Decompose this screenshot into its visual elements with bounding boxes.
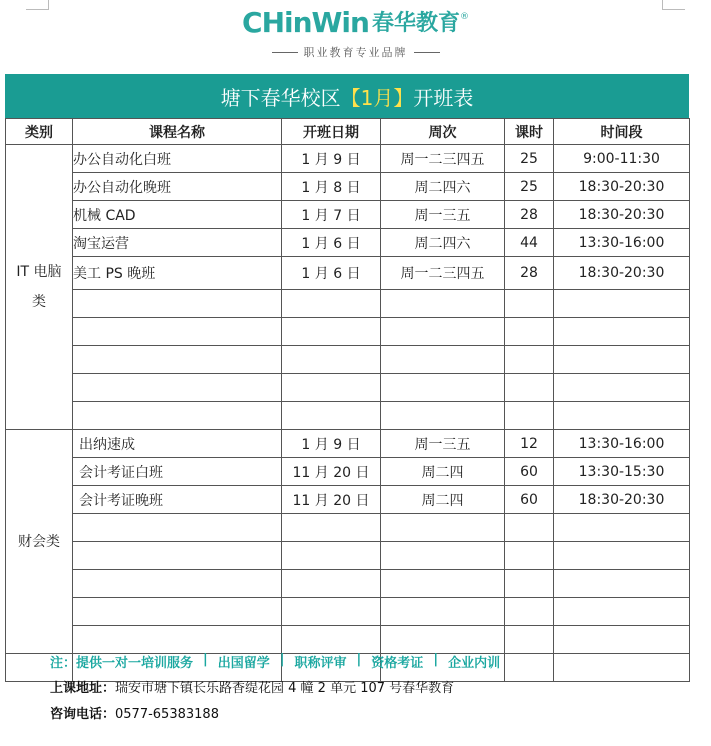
course-hours: 25 [505, 145, 554, 173]
blank-row [6, 570, 690, 598]
brand-logo-cn: 春华教育 [371, 11, 460, 36]
course-name: 机械 CAD [73, 201, 282, 229]
course-week: 周一二三四五 [381, 257, 505, 290]
course-name: 会计考证白班 [73, 458, 282, 486]
schedule-sheet [5, 74, 689, 682]
service-item: 职称评审 [294, 656, 347, 671]
header-start-date: 开班日期 [282, 119, 381, 145]
course-hours: 60 [505, 458, 554, 486]
brand-tagline [0, 44, 711, 60]
header-weekdays: 周次 [381, 119, 505, 145]
tagline-text: 职业教育专业品牌 [303, 46, 408, 59]
course-week: 周一三五 [381, 201, 505, 229]
table-row [6, 229, 690, 257]
course-name: 出纳速成 [73, 430, 282, 458]
blank-row [6, 514, 690, 542]
service-separator: | [433, 652, 439, 667]
course-time: 18:30-20:30 [554, 486, 690, 514]
table-row [6, 486, 690, 514]
course-date: 1 月 9 日 [282, 145, 381, 173]
course-hours: 28 [505, 257, 554, 290]
address-line [50, 676, 500, 702]
services-line [50, 652, 500, 676]
service-separator: | [203, 652, 208, 667]
course-date: 1 月 7 日 [282, 201, 381, 229]
course-date: 11 月 20 日 [282, 458, 381, 486]
service-separator: | [279, 652, 285, 667]
service-separator: | [356, 652, 362, 667]
blank-row [6, 346, 690, 374]
registered-mark: ® [459, 12, 469, 22]
blank-row [6, 626, 690, 654]
course-date: 1 月 9 日 [282, 430, 381, 458]
course-week: 周二四 [381, 458, 505, 486]
course-hours: 44 [505, 229, 554, 257]
footer [50, 652, 500, 728]
course-hours: 28 [505, 201, 554, 229]
service-item: 出国留学 [217, 656, 270, 671]
course-time: 18:30-20:30 [554, 173, 690, 201]
blank-row [6, 542, 690, 570]
course-hours: 25 [505, 173, 554, 201]
course-name: 办公自动化晚班 [73, 173, 282, 201]
course-time: 13:30-16:00 [554, 430, 690, 458]
phone-line [50, 702, 500, 728]
course-week: 周二四六 [381, 173, 505, 201]
course-name: 淘宝运营 [73, 229, 282, 257]
title-suffix: 开班表 [413, 85, 474, 110]
blank-row [6, 290, 690, 318]
category-it [6, 145, 73, 430]
table-row [6, 458, 690, 486]
table-row [6, 145, 690, 173]
course-date: 11 月 20 日 [282, 486, 381, 514]
brand-logo-en: CHinWin [242, 6, 369, 39]
schedule-table [5, 118, 690, 682]
table-row [6, 257, 690, 290]
header-time: 时间段 [554, 119, 690, 145]
service-item: 企业内训 [448, 656, 501, 671]
course-time: 9:00-11:30 [554, 145, 690, 173]
phone-label: 咨询电话： [50, 707, 116, 722]
course-name: 美工 PS 晚班 [73, 257, 282, 290]
course-time: 13:30-15:30 [554, 458, 690, 486]
table-row [6, 430, 690, 458]
category-finance-label: 财会类 [18, 533, 60, 550]
course-week: 周一三五 [381, 430, 505, 458]
header-category: 类别 [6, 119, 73, 145]
address-value: 瑞安市塘下镇长乐路香缇花园 4 幢 2 单元 107 号春华教育 [115, 681, 455, 696]
service-item: 资格考证 [371, 656, 424, 671]
service-item: 注：提供一对一培训服务 [50, 656, 194, 671]
category-finance [6, 430, 73, 654]
blank-row [6, 318, 690, 346]
course-date: 1 月 6 日 [282, 257, 381, 290]
table-header-row [6, 119, 690, 145]
blank-row [6, 598, 690, 626]
table-row [6, 173, 690, 201]
course-time: 18:30-20:30 [554, 201, 690, 229]
table-row [6, 201, 690, 229]
blank-row [6, 402, 690, 430]
header-hours: 课时 [505, 119, 554, 145]
course-hours: 60 [505, 486, 554, 514]
tagline-rule-right [414, 52, 440, 53]
course-date: 1 月 8 日 [282, 173, 381, 201]
course-time: 18:30-20:30 [554, 257, 690, 290]
blank-row [6, 374, 690, 402]
brand-logo [0, 6, 711, 60]
course-week: 周一二三四五 [381, 145, 505, 173]
phone-value: 0577-65383188 [115, 707, 219, 722]
schedule-title [5, 74, 689, 118]
course-time: 13:30-16:00 [554, 229, 690, 257]
course-week: 周二四六 [381, 229, 505, 257]
header-course: 课程名称 [73, 119, 282, 145]
tagline-rule-left [272, 52, 298, 53]
category-it-label: IT 电脑类 [16, 264, 62, 310]
course-week: 周二四 [381, 486, 505, 514]
address-label: 上课地址： [50, 681, 116, 696]
title-month: 【1月】 [340, 85, 414, 110]
course-name: 办公自动化白班 [73, 145, 282, 173]
course-hours: 12 [505, 430, 554, 458]
course-name: 会计考证晚班 [73, 486, 282, 514]
course-date: 1 月 6 日 [282, 229, 381, 257]
title-prefix: 塘下春华校区 [220, 85, 341, 110]
